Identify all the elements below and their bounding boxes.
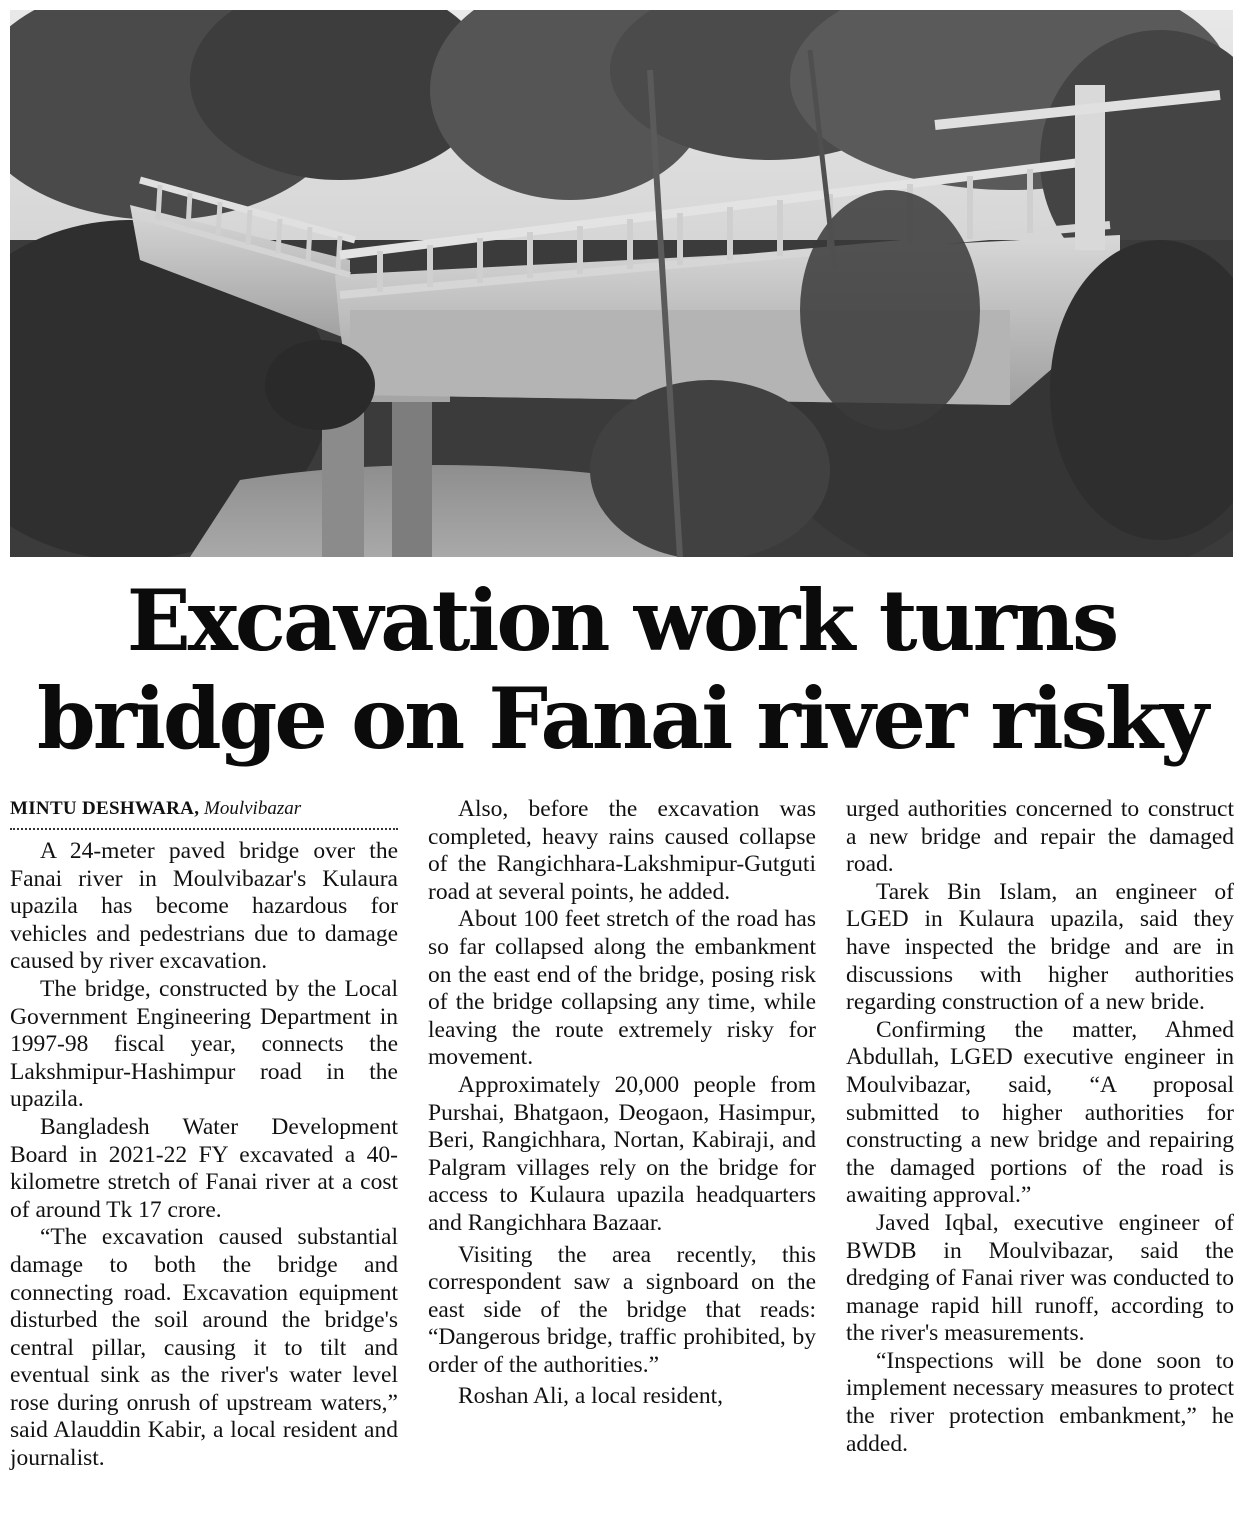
paragraph: Tarek Bin Islam, an engineer of LGED in Kulaura upazila, said they have inspected the bridge and are in discussions with higher authorities regarding construction of a new bride. xyxy=(846,878,1234,1016)
column-2 xyxy=(428,796,816,1411)
byline xyxy=(10,796,398,830)
paragraph: Roshan Ali, a local resident, xyxy=(458,1383,723,1410)
paragraph: Approximately 20,000 people from Purshai, Bhatgaon, Deogaon, Hasimpur, Beri, Rangichhara, Nortan, Kabiraji, and Palgram villages rely on the bridge for access to Kulaura upazila headquarters and Rangichhara Bazaar. xyxy=(428,1071,816,1236)
paragraph: Also, before the excavation was completed, heavy rains caused collapse of the Rangichhara-Lakshmipur-Gutguti road at several points, he added. xyxy=(428,796,816,905)
paragraph: Javed Iqbal, executive engineer of BWDB in Moulvibazar, said the dredging of Fanai river was conducted to manage rapid hill runoff, according to the river's measurements. xyxy=(846,1209,1234,1347)
paragraph: “Inspections will be done soon to implement necessary measures to protect the river protection embankment,” he added. xyxy=(846,1347,1234,1457)
headline xyxy=(0,572,1243,768)
column-3 xyxy=(846,796,1234,1458)
paragraph: Confirming the matter, Ahmed Abdullah, LGED executive engineer in Moulvibazar, said, “A proposal submitted to higher authorities for constructing a new bridge and repairing the damaged portions of the road is awaiting approval.” xyxy=(846,1016,1234,1209)
headline-line-2: bridge on Fanai river risky xyxy=(37,669,1206,768)
paragraph: About 100 feet stretch of the road has so far collapsed along the embankment on the east end of the bridge, posing risk of the bridge collapsing any time, while leaving the route extremely risky for movement. xyxy=(428,906,816,1071)
paragraph: Bangladesh Water Development Board in 2021-22 FY excavated a 40-kilometre stretch of Fanai river at a cost of around Tk 17 crore. xyxy=(10,1113,398,1223)
column-1 xyxy=(10,796,398,1473)
headline-line-1: Excavation work turns xyxy=(126,571,1117,670)
byline-author: MINTU DESHWARA, xyxy=(10,798,200,819)
bridge-photo xyxy=(10,10,1233,557)
paragraph: urged authorities concerned to construct a new bridge and repair the damaged road. xyxy=(846,796,1234,878)
article-body xyxy=(10,796,1233,1526)
bridge-photo-illustration xyxy=(10,10,1233,557)
paragraph: The bridge, constructed by the Local Government Engineering Department in 1997-98 fiscal year, connects the Lakshmipur-Hashimpur road in the upazila. xyxy=(10,975,398,1113)
paragraph: “The excavation caused substantial damage to both the bridge and connecting road. Excavation equipment disturbed the soil around the bridge's central pillar, causing it to tilt and eventual sink as the river's water level rose during onrush of upstream waters,” said Alauddin Kabir, a local resident and journalist. xyxy=(10,1224,398,1472)
byline-location: Moulvibazar xyxy=(204,798,302,819)
paragraph: A 24-meter paved bridge over the Fanai river in Moulvibazar's Kulaura upazila has become hazardous for vehicles and pedestrians due to damage caused by river excavation. xyxy=(10,838,398,975)
paragraph: Visiting the area recently, this correspondent saw a signboard on the east side of the bridge that reads: “Dangerous bridge, traffic prohibited, by order of the authorities.” xyxy=(428,1241,816,1378)
